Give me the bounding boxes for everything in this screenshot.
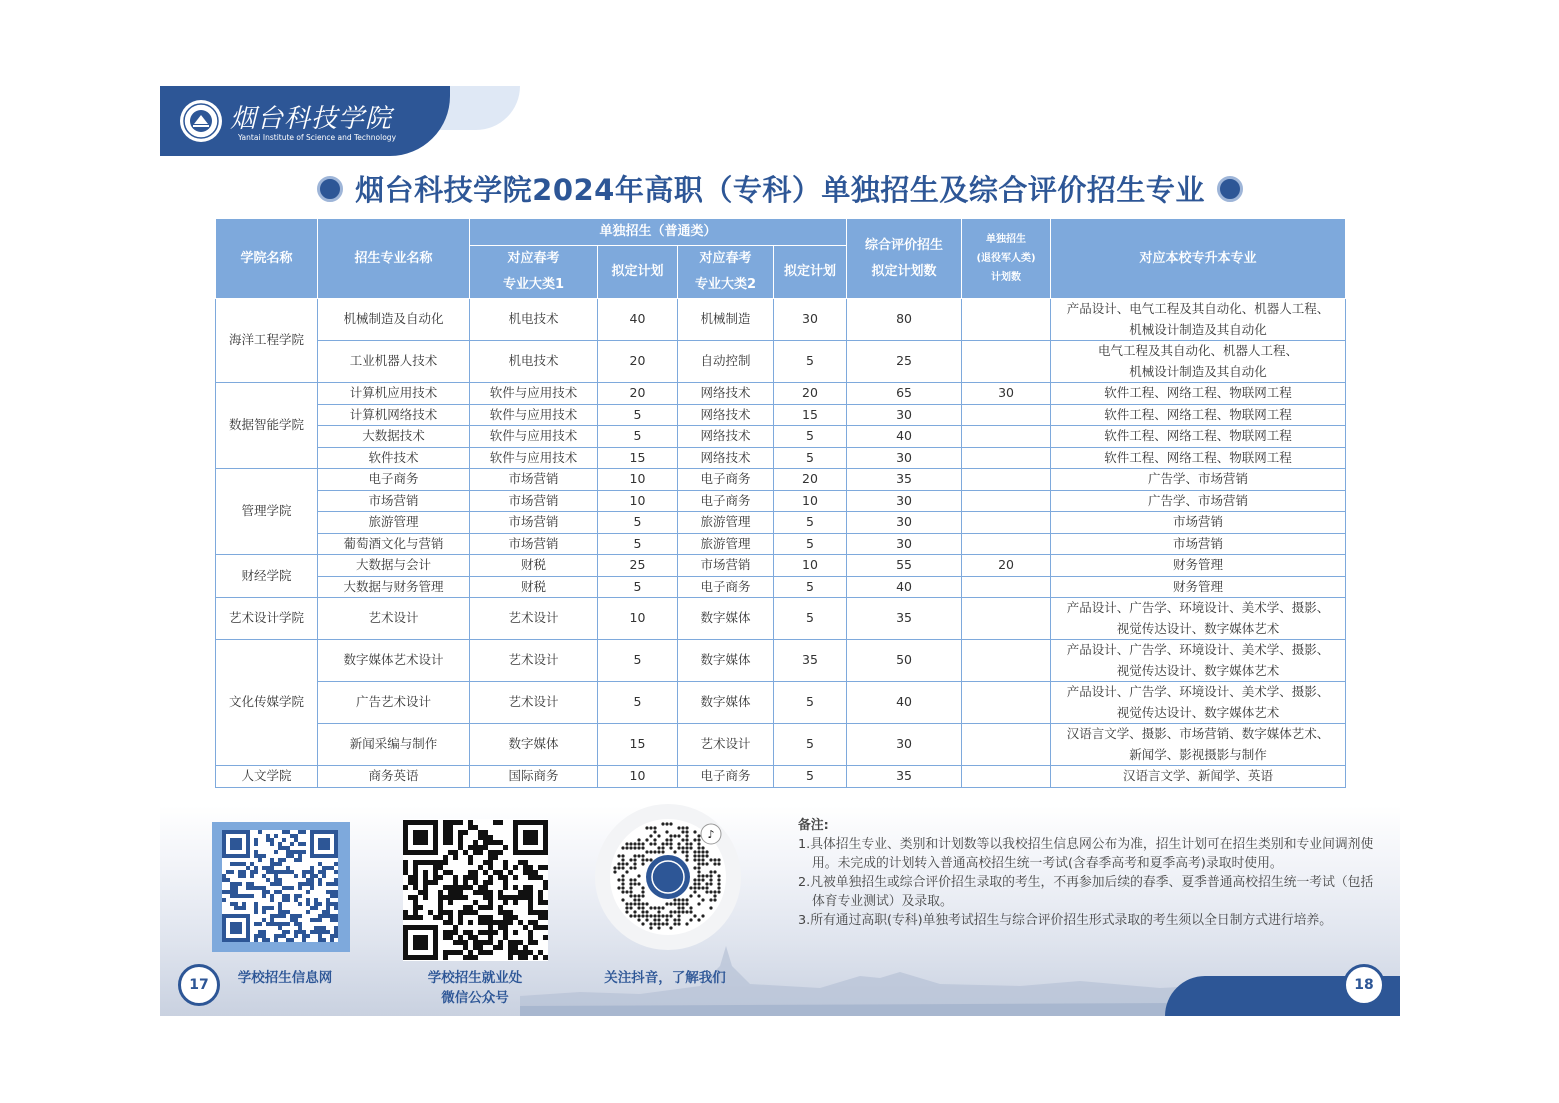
header-veteran-line3: 计划数 (991, 272, 1022, 283)
spring-category-2-cell: 电子商务 (678, 576, 774, 598)
page-title-text: 烟台科技学院2024年高职（专科）单独招生及综合评价招生专业 (355, 173, 1205, 207)
plan-2-cell: 5 (774, 533, 847, 555)
spring-category-1-cell: 软件与应用技术 (470, 426, 598, 448)
plan-1-cell: 5 (598, 404, 678, 426)
table-row (216, 299, 1346, 341)
header-comprehensive-line1: 综合评价招生 (865, 237, 944, 253)
upgrade-majors-cell (1051, 533, 1346, 555)
spring-category-2-cell: 机械制造 (678, 299, 774, 341)
svg-text:♪: ♪ (707, 828, 715, 841)
major-cell: 计算机网络技术 (318, 404, 470, 426)
table-row (216, 533, 1346, 555)
spring-category-2-cell: 自动控制 (678, 341, 774, 383)
upgrade-majors-line: 产品设计、广告学、环境设计、美术学、摄影、 (1066, 642, 1330, 657)
table-row (216, 766, 1346, 788)
veteran-plan-cell (962, 299, 1051, 341)
upgrade-majors-line: 软件工程、网络工程、物联网工程 (1104, 406, 1292, 422)
table-row (216, 341, 1346, 383)
veteran-plan-cell (962, 341, 1051, 383)
spring-category-1-cell: 市场营销 (470, 512, 598, 534)
major-cell: 大数据与会计 (318, 555, 470, 577)
upgrade-majors-line: 软件工程、网络工程、物联网工程 (1104, 385, 1292, 400)
plan-1-cell: 10 (598, 766, 678, 788)
spring-category-1-cell: 艺术设计 (470, 640, 598, 682)
plan-2-cell: 15 (774, 404, 847, 426)
spring-category-1-cell: 软件与应用技术 (470, 404, 598, 426)
spring-category-1-cell: 国际商务 (470, 766, 598, 788)
college-cell: 财经学院 (216, 555, 318, 598)
comprehensive-plan-cell: 35 (847, 598, 962, 640)
major-cell: 葡萄酒文化与营销 (318, 533, 470, 555)
wechat-qr-caption-line1: 学校招生就业处 (427, 970, 523, 986)
spring-category-2-cell: 电子商务 (678, 469, 774, 491)
veteran-plan-cell (962, 426, 1051, 448)
veteran-plan-cell (962, 447, 1051, 469)
major-cell: 旅游管理 (318, 512, 470, 534)
upgrade-majors-cell (1051, 555, 1346, 577)
header-comprehensive-line2: 拟定计划数 (871, 263, 937, 279)
spring-category-1-cell: 市场营销 (470, 469, 598, 491)
spring-category-2-cell: 数字媒体 (678, 682, 774, 724)
table-row (216, 490, 1346, 512)
plan-1-cell: 15 (598, 724, 678, 766)
header-comprehensive-plan (847, 219, 962, 299)
notes-section (798, 816, 1378, 930)
comprehensive-plan-cell: 30 (847, 490, 962, 512)
wechat-qr-frame (403, 819, 548, 961)
page-number-left: 17 (178, 964, 220, 1006)
major-cell: 新闻采编与制作 (318, 724, 470, 766)
plan-2-cell: 5 (774, 576, 847, 598)
header-single-enroll-group: 单独招生（普通类） (470, 219, 847, 246)
plan-1-cell: 20 (598, 341, 678, 383)
spring-category-2-cell: 网络技术 (678, 383, 774, 405)
comprehensive-plan-cell: 40 (847, 426, 962, 448)
admissions-site-qr-frame (212, 822, 350, 952)
spring-category-2-cell: 旅游管理 (678, 533, 774, 555)
table-row (216, 555, 1346, 577)
plan-1-cell: 40 (598, 299, 678, 341)
comprehensive-plan-cell: 30 (847, 533, 962, 555)
college-cell: 艺术设计学院 (216, 598, 318, 640)
plan-1-cell: 5 (598, 426, 678, 448)
brochure-page (160, 86, 1400, 1016)
table-row (216, 426, 1346, 448)
upgrade-majors-line: 软件工程、网络工程、物联网工程 (1104, 428, 1292, 443)
major-cell: 大数据技术 (318, 426, 470, 448)
upgrade-majors-line: 视觉传达设计、数字媒体艺术 (1116, 662, 1280, 678)
veteran-plan-cell (962, 404, 1051, 426)
upgrade-majors-line: 软件工程、网络工程、物联网工程 (1104, 449, 1292, 465)
spring-category-2-cell: 网络技术 (678, 426, 774, 448)
plan-1-cell: 10 (598, 598, 678, 640)
major-cell: 市场营销 (318, 490, 470, 512)
upgrade-majors-line: 汉语言文学、新闻学、英语 (1123, 768, 1274, 783)
header-spring2-line2: 专业大类2 (694, 277, 757, 292)
upgrade-majors-line: 视觉传达设计、数字媒体艺术 (1116, 704, 1280, 720)
header-major: 招生专业名称 (318, 219, 470, 299)
plan-1-cell: 5 (598, 640, 678, 682)
major-cell: 计算机应用技术 (318, 383, 470, 405)
spring-category-1-cell: 财税 (470, 555, 598, 577)
plan-1-cell: 5 (598, 512, 678, 534)
major-cell: 软件技术 (318, 447, 470, 469)
major-cell: 工业机器人技术 (318, 341, 470, 383)
upgrade-majors-line: 产品设计、电气工程及其自动化、机器人工程、 (1066, 301, 1330, 316)
upgrade-majors-cell (1051, 447, 1346, 469)
comprehensive-plan-cell: 30 (847, 512, 962, 534)
plan-2-cell: 30 (774, 299, 847, 341)
veteran-plan-cell (962, 490, 1051, 512)
plan-2-cell: 5 (774, 447, 847, 469)
spring-category-1-cell: 软件与应用技术 (470, 447, 598, 469)
douyin-qr-caption: 关注抖音，了解我们 (604, 970, 726, 986)
plan-1-cell: 5 (598, 576, 678, 598)
notes-heading: 备注: (798, 818, 829, 833)
spring-category-1-cell: 机电技术 (470, 299, 598, 341)
note-item: 1.具体招生专业、类别和计划数等以我校招生信息网公布为准，招生计划可在招生类别和专业间调剂使用。未完成的计划转入普通高校招生统一考试(含春季高考和夏季高考)录取时使用。 (798, 837, 1374, 871)
plan-2-cell: 5 (774, 341, 847, 383)
upgrade-majors-cell (1051, 766, 1346, 788)
comprehensive-plan-cell: 40 (847, 682, 962, 724)
header-college: 学院名称 (216, 219, 318, 299)
header-spring-category-2 (678, 246, 774, 299)
major-cell: 数字媒体艺术设计 (318, 640, 470, 682)
comprehensive-plan-cell: 80 (847, 299, 962, 341)
major-cell: 广告艺术设计 (318, 682, 470, 724)
major-cell: 艺术设计 (318, 598, 470, 640)
upgrade-majors-line: 广告学、市场营销 (1148, 492, 1249, 508)
upgrade-majors-cell (1051, 426, 1346, 448)
plan-2-cell: 20 (774, 383, 847, 405)
header-spring2-line1: 对应春考 (699, 251, 752, 266)
page-title (160, 168, 1400, 209)
douyin-qr-frame (595, 804, 741, 950)
upgrade-majors-line: 市场营销 (1173, 535, 1224, 551)
veteran-plan-cell (962, 576, 1051, 598)
comprehensive-plan-cell: 35 (847, 766, 962, 788)
upgrade-majors-cell (1051, 469, 1346, 491)
college-cell: 海洋工程学院 (216, 299, 318, 383)
upgrade-majors-cell (1051, 404, 1346, 426)
college-cell: 文化传媒学院 (216, 640, 318, 766)
spring-category-2-cell: 数字媒体 (678, 598, 774, 640)
wechat-qr-caption (400, 966, 550, 1006)
spring-category-1-cell: 财税 (470, 576, 598, 598)
spring-category-2-cell: 电子商务 (678, 766, 774, 788)
table-row (216, 469, 1346, 491)
spring-category-2-cell: 旅游管理 (678, 512, 774, 534)
header-upgrade-majors: 对应本校专升本专业 (1051, 219, 1346, 299)
veteran-plan-cell (962, 682, 1051, 724)
spring-category-2-cell: 市场营销 (678, 555, 774, 577)
major-cell: 机械制造及自动化 (318, 299, 470, 341)
spring-category-1-cell: 艺术设计 (470, 598, 598, 640)
logo-wordmark-cn: 烟台科技学院 (230, 104, 393, 134)
veteran-plan-cell: 20 (962, 555, 1051, 577)
spring-category-2-cell: 网络技术 (678, 404, 774, 426)
plan-2-cell: 5 (774, 724, 847, 766)
upgrade-majors-cell (1051, 512, 1346, 534)
spring-category-1-cell: 软件与应用技术 (470, 383, 598, 405)
veteran-plan-cell (962, 469, 1051, 491)
college-cell: 数据智能学院 (216, 383, 318, 469)
table-body (216, 299, 1346, 788)
upgrade-majors-cell (1051, 640, 1346, 682)
spring-category-1-cell: 机电技术 (470, 341, 598, 383)
plan-2-cell: 5 (774, 598, 847, 640)
spring-category-2-cell: 电子商务 (678, 490, 774, 512)
upgrade-majors-cell (1051, 576, 1346, 598)
comprehensive-plan-cell: 30 (847, 724, 962, 766)
spring-category-2-cell: 网络技术 (678, 447, 774, 469)
majors-table (215, 218, 1346, 788)
spring-category-1-cell: 市场营销 (470, 533, 598, 555)
veteran-plan-cell (962, 640, 1051, 682)
upgrade-majors-line: 产品设计、广告学、环境设计、美术学、摄影、 (1066, 684, 1330, 699)
comprehensive-plan-cell: 25 (847, 341, 962, 383)
upgrade-majors-cell (1051, 341, 1346, 383)
admissions-site-qr-caption: 学校招生信息网 (237, 970, 333, 986)
logo-wordmark-en: Yantai Institute of Science and Technology (238, 133, 397, 142)
upgrade-majors-cell (1051, 724, 1346, 766)
table-row (216, 383, 1346, 405)
veteran-plan-cell (962, 512, 1051, 534)
major-cell: 电子商务 (318, 469, 470, 491)
upgrade-majors-line: 机械设计制造及其自动化 (1129, 321, 1267, 337)
header-plan-1: 拟定计划 (598, 246, 678, 299)
veteran-plan-cell: 30 (962, 383, 1051, 405)
upgrade-majors-line: 产品设计、广告学、环境设计、美术学、摄影、 (1066, 600, 1330, 615)
veteran-plan-cell (962, 766, 1051, 788)
header-spring-category-1 (470, 246, 598, 299)
plan-1-cell: 5 (598, 682, 678, 724)
header-spring1-line1: 对应春考 (507, 251, 560, 266)
comprehensive-plan-cell: 30 (847, 447, 962, 469)
upgrade-majors-line: 机械设计制造及其自动化 (1129, 363, 1267, 379)
upgrade-majors-cell (1051, 299, 1346, 341)
upgrade-majors-cell (1051, 598, 1346, 640)
upgrade-majors-line: 汉语言文学、摄影、市场营销、数字媒体艺术、 (1066, 726, 1330, 741)
table-row (216, 640, 1346, 682)
table-row (216, 598, 1346, 640)
spring-category-1-cell: 艺术设计 (470, 682, 598, 724)
header-veteran-line2: (退役军人类) (976, 253, 1036, 264)
wechat-qr-caption-line2: 微信公众号 (441, 990, 509, 1006)
upgrade-majors-line: 广告学、市场营销 (1148, 471, 1249, 486)
plan-2-cell: 5 (774, 766, 847, 788)
header-spring1-line2: 专业大类1 (502, 277, 565, 292)
veteran-plan-cell (962, 724, 1051, 766)
comprehensive-plan-cell: 40 (847, 576, 962, 598)
comprehensive-plan-cell: 65 (847, 383, 962, 405)
plan-1-cell: 25 (598, 555, 678, 577)
table-row (216, 512, 1346, 534)
upgrade-majors-cell (1051, 682, 1346, 724)
table-row (216, 447, 1346, 469)
spring-category-2-cell: 数字媒体 (678, 640, 774, 682)
table-row (216, 576, 1346, 598)
upgrade-majors-cell (1051, 383, 1346, 405)
plan-2-cell: 10 (774, 490, 847, 512)
douyin-qr-code (595, 804, 741, 950)
table-row (216, 724, 1346, 766)
plan-2-cell: 20 (774, 469, 847, 491)
spring-category-1-cell: 数字媒体 (470, 724, 598, 766)
upgrade-majors-line: 财务管理 (1173, 557, 1224, 572)
bullet-dot-icon (1217, 176, 1243, 202)
plan-1-cell: 5 (598, 533, 678, 555)
note-item: 3.所有通过高职(专科)单独考试招生与综合评价招生形式录取的考生须以全日制方式进行培养。 (798, 913, 1333, 928)
school-emblem-icon (178, 98, 224, 144)
veteran-plan-cell (962, 533, 1051, 555)
plan-2-cell: 5 (774, 426, 847, 448)
upgrade-majors-line: 视觉传达设计、数字媒体艺术 (1116, 620, 1280, 636)
upgrade-majors-cell (1051, 490, 1346, 512)
upgrade-majors-line: 电气工程及其自动化、机器人工程、 (1098, 343, 1299, 358)
header-plan-2: 拟定计划 (774, 246, 847, 299)
comprehensive-plan-cell: 55 (847, 555, 962, 577)
upgrade-majors-line: 市场营销 (1173, 514, 1224, 529)
veteran-plan-cell (962, 598, 1051, 640)
spring-category-1-cell: 市场营销 (470, 490, 598, 512)
upgrade-majors-line: 财务管理 (1173, 578, 1224, 594)
college-cell: 管理学院 (216, 469, 318, 555)
comprehensive-plan-cell: 30 (847, 404, 962, 426)
plan-1-cell: 15 (598, 447, 678, 469)
spring-category-2-cell: 艺术设计 (678, 724, 774, 766)
comprehensive-plan-cell: 50 (847, 640, 962, 682)
header-veteran-plan (962, 219, 1051, 299)
plan-1-cell: 10 (598, 469, 678, 491)
college-cell: 人文学院 (216, 766, 318, 788)
header-veteran-line1: 单独招生 (986, 234, 1027, 245)
plan-2-cell: 5 (774, 512, 847, 534)
wechat-qr-code (403, 819, 548, 961)
major-cell: 大数据与财务管理 (318, 576, 470, 598)
table-row (216, 682, 1346, 724)
table-row (216, 404, 1346, 426)
note-item: 2.凡被单独招生或综合评价招生录取的考生，不再参加后续的春季、夏季普通高校招生统一考试（包括体育专业测试）及录取。 (798, 875, 1374, 909)
page-number-right: 18 (1343, 964, 1385, 1006)
plan-1-cell: 10 (598, 490, 678, 512)
bullet-dot-icon (317, 176, 343, 202)
upgrade-majors-line: 新闻学、影视摄影与制作 (1129, 746, 1267, 762)
admissions-site-qr-code (222, 830, 338, 942)
plan-2-cell: 35 (774, 640, 847, 682)
header-band (160, 86, 450, 156)
plan-2-cell: 10 (774, 555, 847, 577)
comprehensive-plan-cell: 35 (847, 469, 962, 491)
plan-1-cell: 20 (598, 383, 678, 405)
major-cell: 商务英语 (318, 766, 470, 788)
plan-2-cell: 5 (774, 682, 847, 724)
